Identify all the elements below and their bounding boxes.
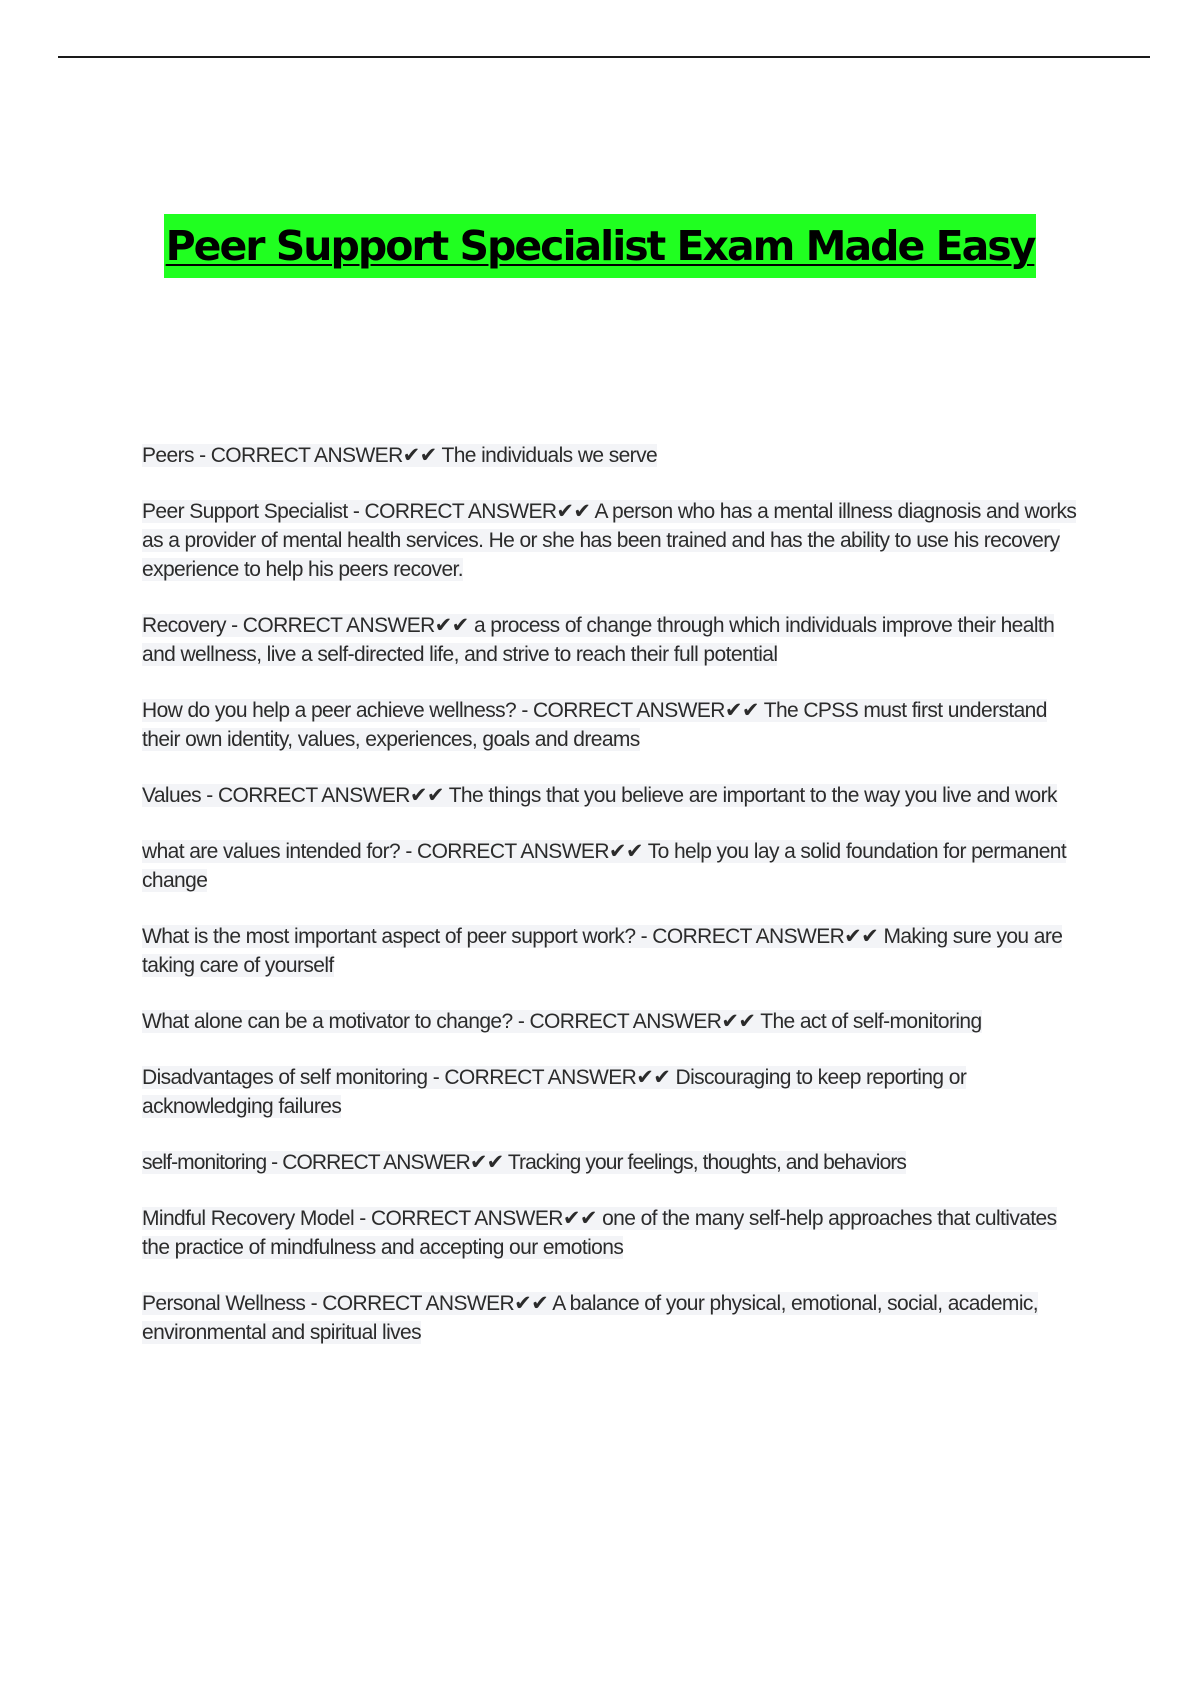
- qa-question: Peer Support Specialist: [142, 500, 348, 523]
- qa-question: Personal Wellness: [142, 1292, 306, 1315]
- qa-marker: CORRECT ANSWER✔✔: [370, 1207, 597, 1230]
- qa-item: [142, 1148, 1082, 1177]
- qa-text: Personal Wellness - CORRECT ANSWER✔✔ A balance of your physical, emotional, social, academic, environmental and spiritual lives: [142, 1292, 1039, 1344]
- qa-item: [142, 696, 1082, 754]
- qa-marker: CORRECT ANSWER✔✔: [652, 925, 879, 948]
- qa-item: [142, 1007, 1082, 1036]
- qa-text: What alone can be a motivator to change? - CORRECT ANSWER✔✔ The act of self-monitoring: [142, 1010, 982, 1033]
- qa-item: [142, 441, 1082, 470]
- qa-list: [142, 441, 1082, 1374]
- qa-item: [142, 837, 1082, 895]
- qa-answer: a process of change through which individuals improve their health and wellness, live a self-directed life, and strive to reach their full potential: [142, 614, 1055, 666]
- qa-answer: The act of self-monitoring: [760, 1010, 982, 1033]
- header-rule: [58, 56, 1150, 58]
- qa-marker: CORRECT ANSWER✔✔: [217, 784, 444, 807]
- qa-text: Peer Support Specialist - CORRECT ANSWER✔✔ A person who has a mental illness diagnosis and works as a provider of mental health services. He or she has been trained and has the ability to use his recovery experience to help his peers recover.: [142, 500, 1077, 581]
- qa-item: [142, 922, 1082, 980]
- qa-marker: CORRECT ANSWER✔✔: [444, 1066, 671, 1089]
- qa-item: [142, 497, 1082, 584]
- qa-text: Mindful Recovery Model - CORRECT ANSWER✔✔ one of the many self-help approaches that cultivates the practice of mindfulness and accepting our emotions: [142, 1207, 1057, 1259]
- qa-question: What is the most important aspect of peer support work?: [142, 925, 636, 948]
- qa-answer: The CPSS must first understand their own identity, values, experiences, goals and dreams: [142, 699, 1047, 751]
- qa-text: self-monitoring - CORRECT ANSWER✔✔ Tracking your feelings, thoughts, and behaviors: [142, 1151, 907, 1174]
- qa-answer: The individuals we serve: [441, 444, 658, 467]
- qa-text: Values - CORRECT ANSWER✔✔ The things that you believe are important to the way you live and work: [142, 784, 1057, 807]
- qa-text: How do you help a peer achieve wellness? - CORRECT ANSWER✔✔ The CPSS must first understand their own identity, values, experiences, goals and dreams: [142, 699, 1047, 751]
- qa-question: Mindful Recovery Model: [142, 1207, 355, 1230]
- qa-answer: To help you lay a solid foundation for permanent change: [142, 840, 1067, 892]
- title-container: [0, 214, 1200, 278]
- qa-answer: Tracking your feelings, thoughts, and behaviors: [507, 1151, 907, 1174]
- qa-question: self-monitoring: [142, 1151, 267, 1174]
- qa-item: [142, 1204, 1082, 1262]
- qa-question: Recovery: [142, 614, 226, 637]
- qa-item: [142, 781, 1082, 810]
- qa-item: [142, 1289, 1082, 1347]
- document-title: Peer Support Specialist Exam Made Easy: [164, 214, 1037, 278]
- qa-marker: CORRECT ANSWER✔✔: [529, 1010, 756, 1033]
- qa-answer: The things that you believe are important to the way you live and work: [448, 784, 1057, 807]
- qa-text: what are values intended for? - CORRECT ANSWER✔✔ To help you lay a solid foundation for permanent change: [142, 840, 1067, 892]
- qa-marker: CORRECT ANSWER✔✔: [242, 614, 469, 637]
- qa-text: Disadvantages of self monitoring - CORRECT ANSWER✔✔ Discouraging to keep reporting or acknowledging failures: [142, 1066, 967, 1118]
- qa-question: How do you help a peer achieve wellness?: [142, 699, 517, 722]
- qa-marker: CORRECT ANSWER✔✔: [210, 444, 437, 467]
- qa-text: Recovery - CORRECT ANSWER✔✔ a process of change through which individuals improve their health and wellness, live a self-directed life, and strive to reach their full potential: [142, 614, 1055, 666]
- qa-question: Peers: [142, 444, 194, 467]
- qa-text: Peers - CORRECT ANSWER✔✔ The individuals we serve: [142, 444, 658, 467]
- qa-marker: CORRECT ANSWER✔✔: [282, 1151, 504, 1174]
- qa-item: [142, 1063, 1082, 1121]
- qa-answer: A balance of your physical, emotional, social, academic, environmental and spiritual lives: [142, 1292, 1039, 1344]
- qa-answer: Discouraging to keep reporting or acknowledging failures: [142, 1066, 967, 1118]
- qa-marker: CORRECT ANSWER✔✔: [532, 699, 759, 722]
- qa-question: Values: [142, 784, 202, 807]
- qa-question: what are values intended for?: [142, 840, 401, 863]
- qa-question: Disadvantages of self monitoring: [142, 1066, 428, 1089]
- qa-marker: CORRECT ANSWER✔✔: [364, 500, 591, 523]
- qa-answer: A person who has a mental illness diagnosis and works as a provider of mental health services. He or she has been trained and has the ability to use his recovery experience to help his peers recover.: [142, 500, 1077, 581]
- qa-question: What alone can be a motivator to change?: [142, 1010, 513, 1033]
- qa-text: What is the most important aspect of peer support work? - CORRECT ANSWER✔✔ Making sure you are taking care of yourself: [142, 925, 1063, 977]
- qa-marker: CORRECT ANSWER✔✔: [322, 1292, 549, 1315]
- qa-marker: CORRECT ANSWER✔✔: [417, 840, 643, 863]
- qa-item: [142, 611, 1082, 669]
- qa-answer: one of the many self-help approaches that cultivates the practice of mindfulness and accepting our emotions: [142, 1207, 1057, 1259]
- qa-answer: Making sure you are taking care of yourself: [142, 925, 1063, 977]
